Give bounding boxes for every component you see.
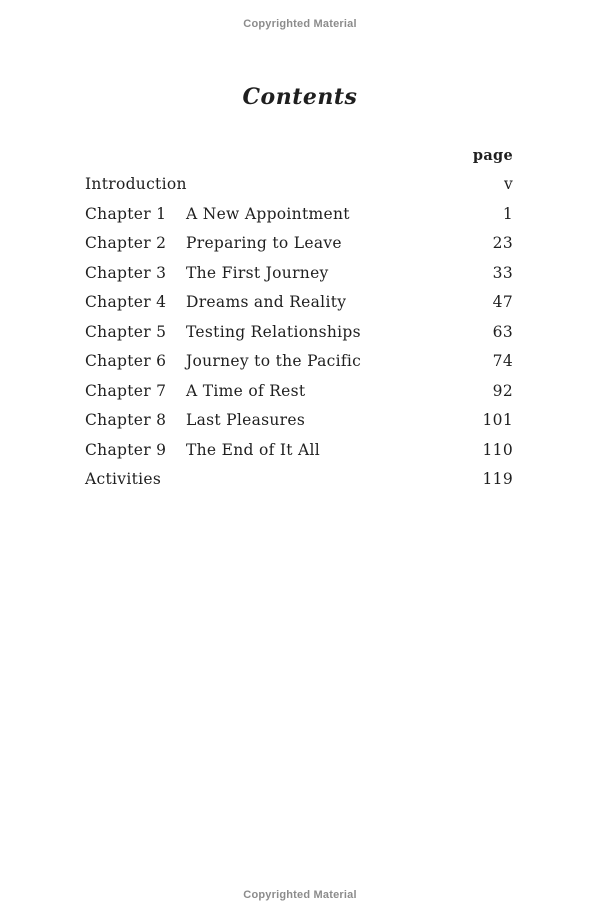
toc-entry-title: Last Pleasures (186, 411, 306, 429)
copyright-notice-top: Copyrighted Material (243, 18, 357, 30)
toc-entry-page-number: 119 (482, 470, 513, 488)
toc-entry-label: Chapter 6 (85, 352, 167, 370)
page-column-header: page (472, 147, 513, 164)
toc-entry-title: Journey to the Pacific (186, 352, 362, 370)
toc-entry-title: Preparing to Leave (186, 234, 342, 252)
toc-row (85, 293, 513, 323)
toc-row (85, 382, 513, 412)
toc-row (85, 175, 513, 205)
toc-row (85, 352, 513, 382)
toc-entry-label: Chapter 8 (85, 411, 167, 429)
toc-entry-page-number: v (503, 175, 513, 193)
toc-entry-page-number: 101 (482, 411, 513, 429)
toc-row (85, 234, 513, 264)
toc-entry-label: Chapter 3 (85, 263, 167, 282)
toc-entry-label: Chapter 4 (85, 293, 167, 311)
toc-row (85, 205, 513, 235)
toc-entry-page-number: 92 (492, 381, 513, 400)
toc-list (85, 175, 513, 500)
toc-entry-label: Chapter 7 (85, 381, 167, 400)
toc-entry-page-number: 47 (492, 293, 513, 311)
toc-entry-label: Chapter 5 (85, 322, 167, 341)
copyright-notice-bottom: Copyrighted Material (243, 889, 357, 901)
toc-entry-label: Chapter 1 (85, 204, 167, 223)
toc-entry-page-number: 23 (492, 234, 513, 252)
toc-entry-title: A New Appointment (186, 204, 350, 223)
table-of-contents (85, 146, 513, 500)
toc-entry-label: Chapter 2 (85, 234, 167, 252)
toc-row (85, 323, 513, 353)
toc-entry-page-number: 1 (502, 204, 513, 223)
toc-row (85, 411, 513, 441)
toc-entry-title: The End of It All (186, 440, 321, 459)
toc-entry-page-number: 74 (492, 352, 513, 370)
toc-entry-label: Chapter 9 (85, 440, 167, 459)
contents-title: Contents (242, 84, 358, 110)
toc-row (85, 441, 513, 471)
toc-entry-title: Testing Relationships (186, 322, 361, 341)
toc-row (85, 264, 513, 294)
toc-entry-title: The First Journey (186, 263, 329, 282)
toc-row (85, 470, 513, 500)
toc-entry-label: Introduction (85, 175, 187, 193)
toc-entry-page-number: 63 (492, 322, 513, 341)
toc-entry-title: A Time of Rest (186, 381, 306, 400)
toc-entry-title: Dreams and Reality (186, 293, 347, 311)
toc-entry-page-number: 33 (492, 263, 513, 282)
toc-entry-page-number: 110 (482, 440, 513, 459)
toc-entry-label: Activities (85, 470, 162, 488)
